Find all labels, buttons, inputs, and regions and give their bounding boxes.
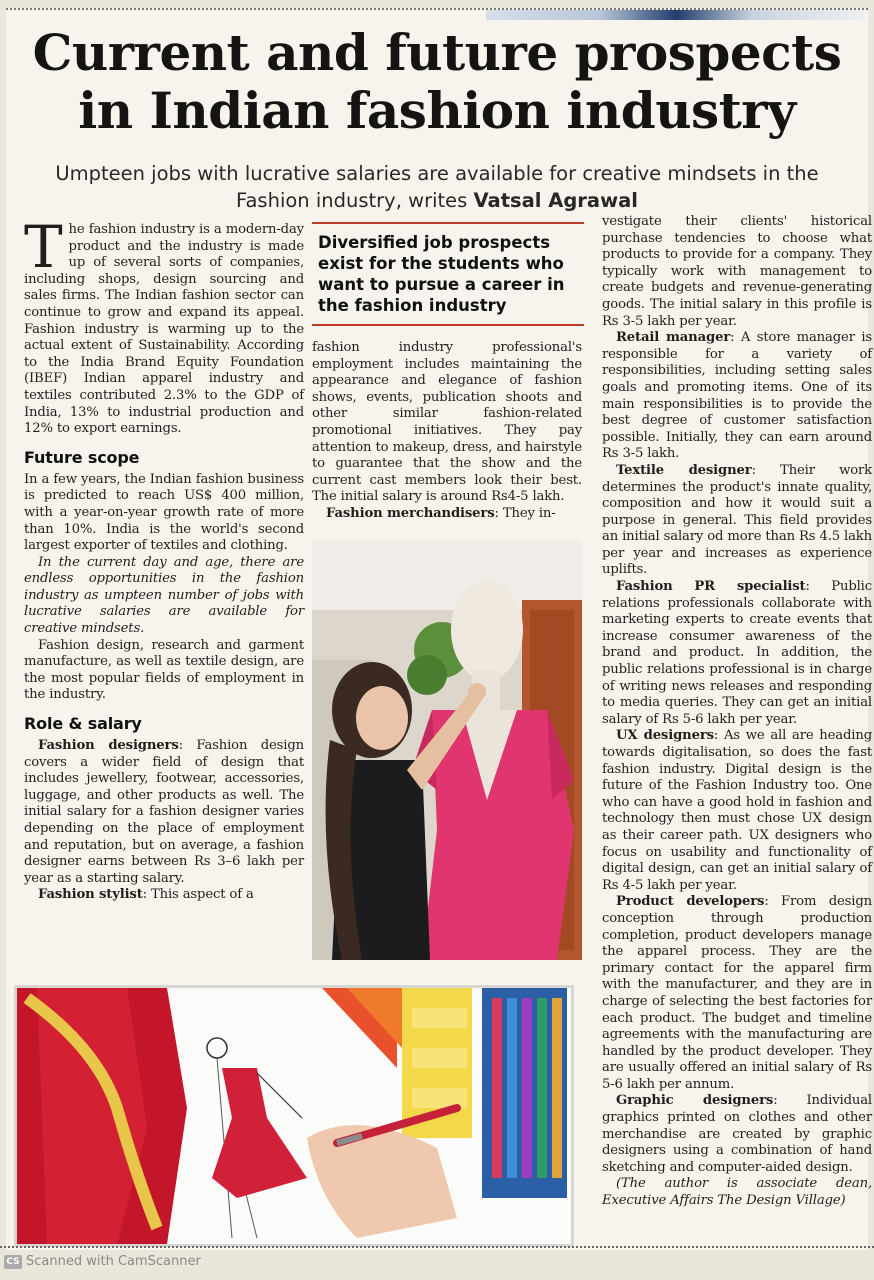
camscanner-footer [4,1254,201,1269]
top-photo-strip [486,10,866,20]
graphic-designers-paragraph: Graphic designers: Individual graphics printed on clothes and other merchandise are created by graphic designers using a combination of hand sketching and computer-aided design. [602,1093,872,1175]
designer-mannequin-illustration [312,540,582,960]
ux-designers-paragraph: UX designers: As we all are heading towards digitalisation, so does the fast fashion industry. Digital design is the future of the Fashion Industry too. One who can have a good hold in fashion and technology then must chose UX design as their career path. UX designers who focus on usability and functionality of digital design, can get an initial salary of Rs 4-5 lakh per year. [602,728,872,893]
future-paragraph: In a few years, the Indian fashion business is predicted to reach US$ 400 million, with a year-on-year growth rate of more than 10%. India is the world's second largest exporter of textiles and clothing. [24,471,304,554]
fashion-sketch-photo [14,985,574,1247]
textile-designer-paragraph: Textile designer: Their work determines the product's innate quality, composition and how it would suit a purpose in general. This field provides an initial salary od more than Rs 4.5 lakh per year and increases as experience uplifts. [602,462,873,578]
subheadline-text: Umpteen jobs with lucrative salaries are available for creative mindsets in the Fashion industry, writes [55,162,819,212]
headline [6,24,868,140]
pull-quote: Diversified job prospects exist for the students who want to pursue a career in the fashion industry [312,222,584,326]
column-2 [312,340,582,523]
fashion-sketch-illustration [17,988,571,1244]
designer-mannequin-photo [312,540,582,960]
design-paragraph: Fashion design, research and garment manufacture, as well as textile design, are the most popular fields of employment in the industry. [24,637,304,703]
camscanner-logo-icon: CS [4,1255,22,1269]
page-edge-dotted-line [0,1246,874,1248]
fashion-stylist-paragraph: Fashion stylist: This aspect of a [38,887,254,903]
author-name: Vatsal Agrawal [473,189,638,212]
author-byline: (The author is associate dean, Executive Affairs The Design Village) [602,1176,872,1209]
newspaper-page [6,8,873,1250]
fashion-designers-paragraph: Fashion designers: Fashion design covers a wider field of design that includes jewellery, footwear, accessories, luggage, and other products as well. The initial salary for a fashion designer varies depending on the place of employment and reputation, but on average, a fashion designer earns between Rs 3–6 lakh per year as a starting salary. [24,738,304,886]
drop-cap: T [24,213,63,281]
merchandisers-paragraph: Fashion merchandisers: They in- [326,505,556,521]
subheadline [26,160,848,214]
retail-manager-paragraph: Retail manager: A store manager is responsible for a variety of responsibilities, including setting sales goals and promoting items. One of its main responsibilities is to provide the best degree of customer satisfaction possible. Initially, they can earn around Rs 3-5 lakh. [602,330,873,462]
section-heading-future-scope: Future scope [24,447,140,467]
intro-paragraph: The fashion industry is a modern-day product and the industry is made up of several sorts of companies, including shops, design sourcing and sales firms. The Indian fashion sector can continue to grow and expand its appeal. Fashion industry is warming up to the actual extent of Sustainability. According to the India Brand Equity Foundation (IBEF) Indian apparel industry and textiles contributed 2.3% to the GDP of India, 13% to industrial production and 12% to export earnings. [24,213,304,437]
column-3 [602,214,872,1210]
italic-paragraph: In the current day and age, there are endless opportunities in the fashion industry as umpteen number of jobs with lucrative salaries are available for creative mindsets. [24,554,304,637]
stylist-continued-paragraph: fashion industry professional's employment includes maintaining the appearance and elegance of fashion shows, events, publication shoots and other similar fashion-related promotional initiatives. They pay attention to makeup, dress, and hairstyle to guarantee that the show and the current cast members look their best. The initial salary is around Rs4-5 lakh. [312,340,582,505]
section-heading-role-salary: Role & salary [24,714,142,734]
product-developers-paragraph: Product developers: From design conception through production completion, product developers manage the apparel process. They are the primary contact for the apparel firm with the manufacturer, and they are in charge of selecting the best factories for each product. The budget and timeline agreements with the manufacturing are handled by the product developer. They are usually offered an initial salary of Rs 5-6 lakh per annum. [602,894,872,1092]
column-1 [24,213,304,904]
camscanner-text: Scanned with CamScanner [26,1254,201,1269]
headline-line-2: in Indian fashion industry [78,81,796,140]
pr-specialist-paragraph: Fashion PR specialist: Public relations professionals collaborate with marketing experts to create events that increase consumer awareness of the brand and product. In addition, the public relations professional is in charge of writing news releases and responding to media queries. They can get an initial salary of Rs 5-6 lakh per year. [602,579,872,727]
headline-line-1: Current and future prospects [32,23,842,82]
merchandisers-continued-paragraph: vestigate their clients' historical purchase tendencies to choose what products to provide for a company. They typically work with management to create budgets and revenue-generating goods. The initial salary in this profile is Rs 3-5 lakh per year. [602,214,872,329]
